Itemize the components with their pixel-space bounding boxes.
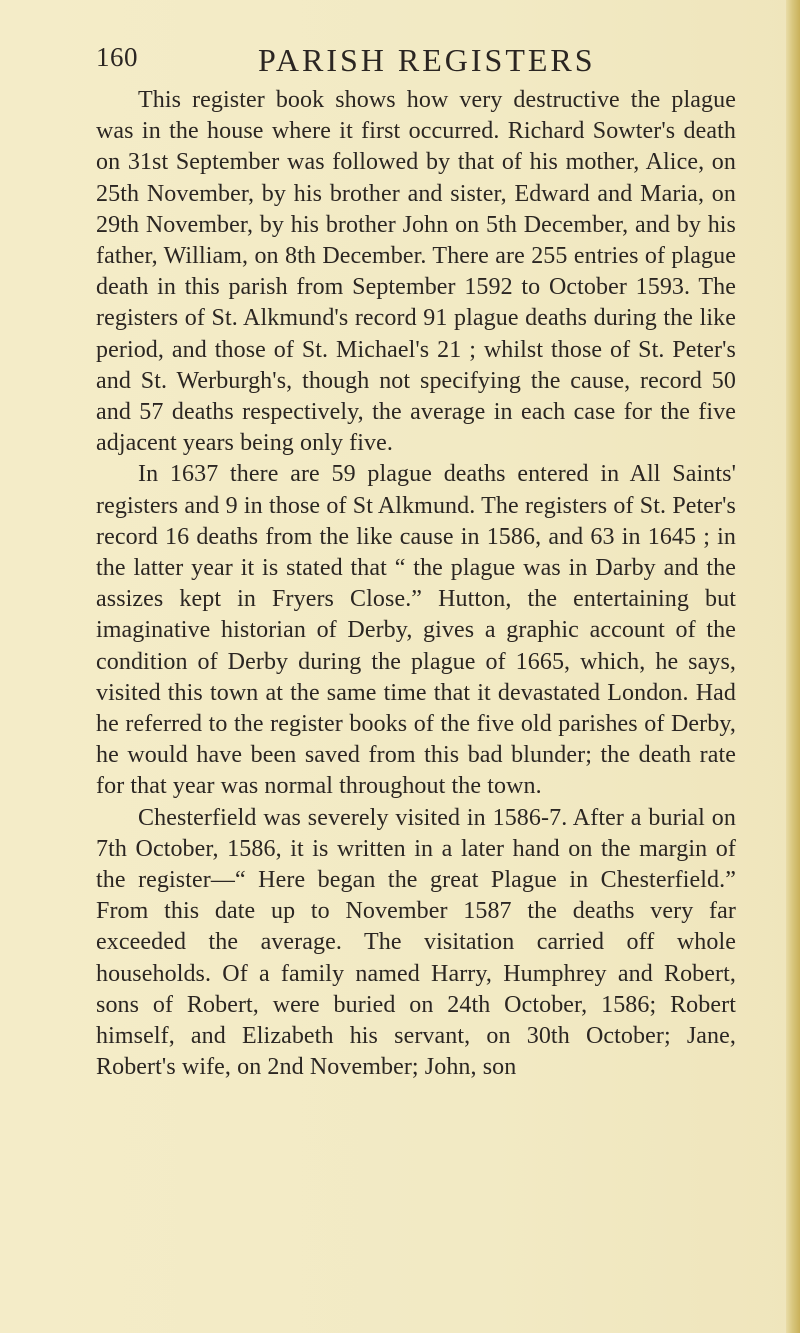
body-text (96, 85, 736, 1084)
paragraph: In 1637 there are 59 plague deaths entered in All Saints' registers and 9 in those of St Alkmund. The registers of St. Peter's record 16 deaths from the like cause in 1586, and 63 in 1645 ; in the latter year it is stated that “ the plague was in Darby and the assizes kept in Fryers Close.” Hutton, the entertaining but imaginative historian of Derby, gives a graphic account of the condition of Derby during the plague of 1665, which, he says, visited this town at the same time that it devastated London. Had he referred to the register books of the five old parishes of Derby, he would have been saved from this bad blunder; the death rate for that year was normal throughout the town. (96, 461, 736, 800)
paragraph: Chesterfield was severely visited in 1586-7. After a burial on 7th October, 1586, it is written in a later hand on the margin of the register—“ Here began the great Plague in Chesterfield.” From this date up to November 1587 the deaths very far exceeded the average. The visitation carried off whole households. Of a family named Harry, Humphrey and Robert, sons of Robert, were buried on 24th October, 1586; Robert himself, and Elizabeth his servant, on 30th October; Jane, Robert's wife, on 2nd November; John, son (96, 804, 736, 1081)
page-edge (786, 0, 800, 1333)
running-head: PARISH REGISTERS (258, 42, 596, 78)
page-header (96, 28, 736, 88)
paragraph: This register book shows how very destructive the plague was in the house where it first occurred. Richard Sowter's death on 31st September was followed by that of his mother, Alice, on 25th November, by his brother and sister, Edward and Maria, on 29th November, by his brother John on 5th December, and by his father, William, on 8th December. There are 255 entries of plague death in this parish from September 1592 to October 1593. The registers of St. Alkmund's record 91 plague deaths during the like period, and those of St. Michael's 21 ; whilst those of St. Peter's and St. Werburgh's, though not specifying the cause, record 50 and 57 deaths respectively, the average in each case for the five adjacent years being only five. (96, 87, 736, 457)
page-number: 160 (96, 42, 138, 72)
